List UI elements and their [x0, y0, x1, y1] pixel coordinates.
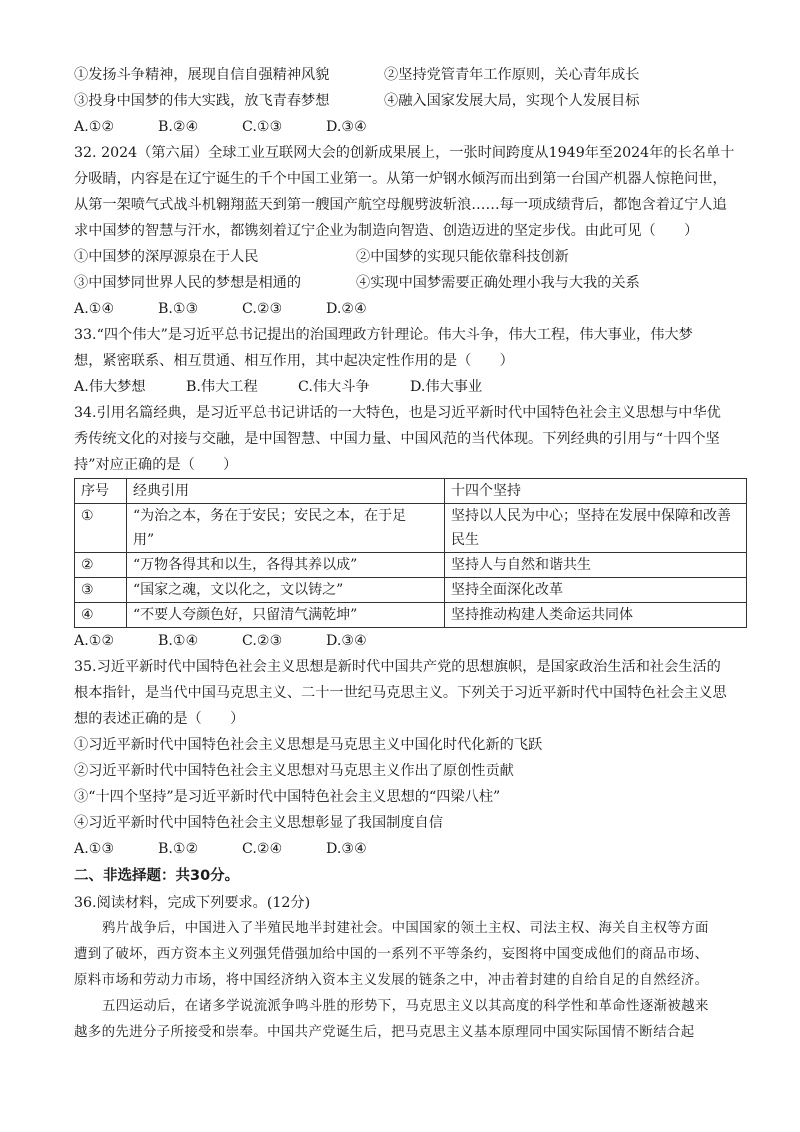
q32-stem-line: 32. 2024（第六届）全球工业互联网大会的创新成果展上，一张时间跨度从1949年至2024年的长名单十	[74, 145, 735, 161]
table-cell-no: ②	[75, 553, 127, 578]
q32-statement-2: ②中国梦的实现只能依靠科技创新	[356, 249, 569, 265]
table-header-row	[75, 479, 747, 504]
q32-statements-row-2	[74, 270, 746, 296]
q36-heading: 36.阅读材料，完成下列要求。(12分)	[74, 895, 311, 911]
q33-options	[74, 374, 746, 400]
q35-stem-line: 想的表述正确的是（ ）	[74, 711, 245, 727]
q35-stem-line: 根本指针，是当代中国马克思主义、二十一世纪马克思主义。下列关于习近平新时代中国特色社会主义思	[74, 685, 727, 701]
q33-option-a: A.伟大梦想	[74, 379, 146, 395]
q31-option-d: D.③④	[326, 119, 367, 135]
table-cell-no: ④	[75, 603, 127, 628]
reading-paragraph-1-line: 遭到了破坏，西方资本主义列强凭借强加给中国的一系列不平等条约，妄图将中国变成他们的商品市场、	[74, 947, 709, 962]
q31-statement-4: ④融入国家发展大局，实现个人发展目标	[384, 93, 640, 109]
q34-options	[74, 628, 746, 654]
table-header-cell: 经典引用	[127, 479, 445, 504]
q35-option-d: D.③④	[326, 841, 367, 857]
q33-option-c: C.伟大斗争	[298, 379, 370, 395]
q34-stem-line: 秀传统文化的对接与交融，是中国智慧、中国力量、中国风范的当代体现。下列经典的引用与“十四个坚	[74, 431, 720, 447]
q31-option-c: C.①③	[242, 119, 283, 135]
table-cell-quote	[127, 504, 445, 553]
q31-statements-row-2	[74, 88, 746, 114]
q32-option-a: A.①④	[74, 301, 115, 317]
q32-statement-3: ③中国梦同世界人民的梦想是相通的	[74, 275, 302, 291]
q35-statement: ①习近平新时代中国特色社会主义思想是马克思主义中国化时代化新的飞跃	[74, 737, 543, 753]
q32-stem-line: 分吸睛，内容是在辽宁诞生的千个中国工业第一。从第一炉钢水倾泻而出到第一台国产机器人惊艳问世，	[74, 171, 727, 187]
q35-option-c: C.②④	[242, 841, 283, 857]
tenet-line: 民生	[451, 532, 479, 548]
tenet-line: 坚持以人民为中心；坚持在发展中保障和改善	[451, 508, 731, 524]
exam-page	[74, 62, 746, 1046]
q33-option-b: B.伟大工程	[186, 379, 258, 395]
q33-option-d: D.伟大事业	[410, 379, 483, 395]
reading-paragraph-2-line: 越多的先进分子所接受和崇奉。中国共产党诞生后，把马克思主义基本原理同中国实际国情不断结合起	[74, 1025, 695, 1040]
table-cell-tenet	[445, 504, 747, 553]
table-row	[75, 603, 747, 628]
table-cell-quote: “国家之魂，文以化之，文以铸之”	[127, 578, 445, 603]
table-cell-quote: “不要人夸颜色好，只留清气满乾坤”	[127, 603, 445, 628]
q31-statement-1: ①发扬斗争精神，展现自信自强精神风貌	[74, 67, 330, 83]
q32-stem-line: 求中国梦的智慧与汗水，都镌刻着辽宁企业为制造向智造、创造迈进的坚定步伐。由此可见（ ）	[74, 223, 699, 239]
section-title: 二、非选择题：共30分。	[74, 868, 240, 884]
q34-option-c: C.②③	[242, 633, 283, 649]
q34-option-d: D.③④	[326, 633, 367, 649]
q35-option-b: B.①②	[158, 841, 199, 857]
q35-statement: ③“十四个坚持”是习近平新时代中国特色社会主义思想的“四梁八柱”	[74, 789, 501, 805]
q34-option-b: B.①④	[158, 633, 199, 649]
table-row	[75, 553, 747, 578]
table-cell-no: ①	[75, 504, 127, 553]
q32-statement-1: ①中国梦的深厚源泉在于人民	[74, 249, 259, 265]
q32-statements-row-1	[74, 244, 746, 270]
q35-stem-line: 35.习近平新时代中国特色社会主义思想是新时代中国共产党的思想旗帜，是国家政治生活和社会生活的	[74, 659, 721, 675]
q32-stem-line: 从第一架喷气式战斗机翱翔蓝天到第一艘国产航空母舰劈波斩浪……每一项成绩背后，都饱含着辽宁人追	[74, 197, 727, 213]
q32-options	[74, 296, 746, 322]
q32-statement-4: ④实现中国梦需要正确处理小我与大我的关系	[356, 275, 640, 291]
q32-option-d: D.②④	[326, 301, 367, 317]
q32-option-b: B.①③	[158, 301, 199, 317]
q33-stem-line: 想，紧密联系、相互贯通、相互作用，其中起决定性作用的是（ ）	[74, 353, 514, 369]
reading-paragraph-1-line: 鸦片战争后，中国进入了半殖民地半封建社会。中国国家的领土主权、司法主权、海关自主权等方面	[102, 921, 709, 936]
q35-statement: ②习近平新时代中国特色社会主义思想对马克思主义作出了原创性贡献	[74, 763, 514, 779]
q34-table	[74, 478, 747, 628]
table-cell-tenet: 坚持推动构建人类命运共同体	[445, 603, 747, 628]
q35-option-a: A.①③	[74, 841, 115, 857]
q35-statement: ④习近平新时代中国特色社会主义思想彰显了我国制度自信	[74, 815, 443, 831]
q31-option-a: A.①②	[74, 119, 115, 135]
table-cell-no: ③	[75, 578, 127, 603]
quote-line: “为治之本，务在于安民；安民之本，在于足	[133, 508, 407, 524]
table-cell-quote: “万物各得其和以生，各得其养以成”	[127, 553, 445, 578]
table-cell-tenet: 坚持人与自然和谐共生	[445, 553, 747, 578]
q31-option-b: B.②④	[158, 119, 199, 135]
table-row	[75, 578, 747, 603]
table-header-cell: 序号	[75, 479, 127, 504]
q35-options	[74, 836, 746, 862]
q31-options	[74, 114, 746, 140]
q31-statement-2: ②坚持党管青年工作原则，关心青年成长	[384, 67, 640, 83]
q33-stem-line: 33.“四个伟大”是习近平总书记提出的治国理政方针理论。伟大斗争，伟大工程，伟大事业，伟大梦	[74, 327, 693, 343]
q32-option-c: C.②③	[242, 301, 283, 317]
reading-paragraph-1-line: 原料市场和劳动力市场，将中国经济纳入资本主义发展的链条之中，冲击着封建的自给自足的自然经济。	[74, 973, 709, 988]
table-row	[75, 504, 747, 553]
q34-stem-line: 持”对应正确的是（ ）	[74, 457, 238, 473]
table-cell-tenet: 坚持全面深化改革	[445, 578, 747, 603]
table-header-cell: 十四个坚持	[445, 479, 747, 504]
reading-paragraph-2-line: 五四运动后，在诸多学说流派争鸣斗胜的形势下，马克思主义以其高度的科学性和革命性逐渐被越来	[102, 999, 709, 1014]
quote-line: 用”	[133, 532, 155, 548]
q31-statement-3: ③投身中国梦的伟大实践，放飞青春梦想	[74, 93, 330, 109]
q31-statements-row-1	[74, 62, 746, 88]
q34-option-a: A.①②	[74, 633, 115, 649]
q34-stem-line: 34.引用名篇经典，是习近平总书记讲话的一大特色，也是习近平新时代中国特色社会主义思想与中华优	[74, 405, 721, 421]
